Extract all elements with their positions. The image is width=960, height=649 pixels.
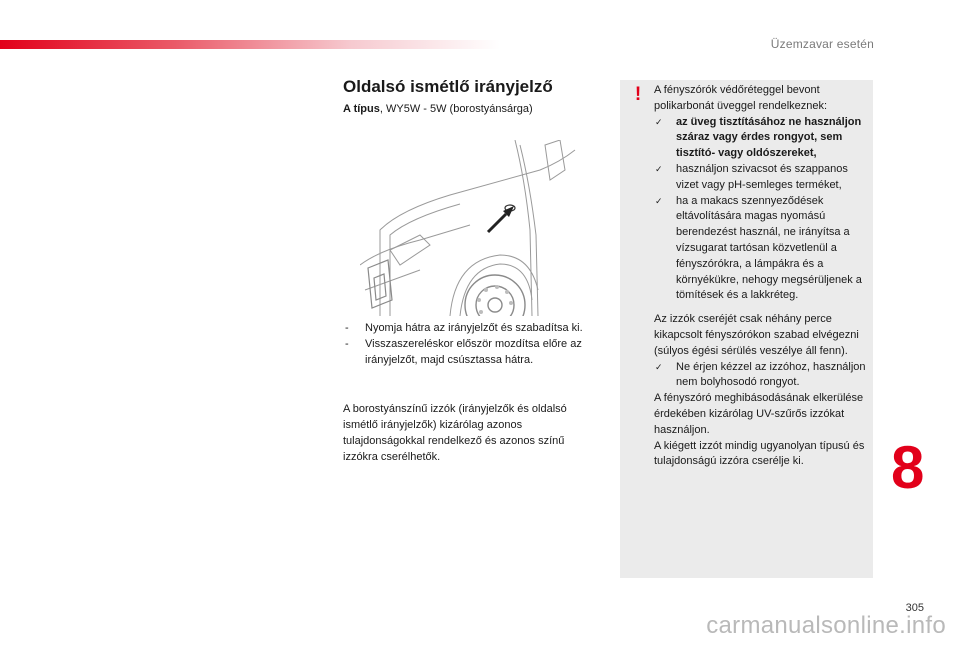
bulb-type-value: , WY5W - 5W (borostyánsárga) — [379, 103, 533, 115]
bulb-type-label: A típus — [343, 103, 380, 115]
warning-list — [654, 115, 869, 305]
step-bullet: - — [345, 338, 349, 350]
chapter-number: 8 — [891, 434, 925, 501]
bulb-type — [343, 103, 533, 115]
bullet-icon: ✓ — [655, 361, 663, 372]
warning-item-text: Ne érjen kézzel az izzóhoz, használjon nem bolyhosodó rongyot. — [676, 360, 866, 389]
exclamation-icon: ! — [634, 84, 642, 105]
watermark: carmanualsonline.info — [706, 612, 946, 639]
warning-item-text: az üveg tisztításához ne használjon száraz vagy érdes rongyot, sem tisztító- vagy oldószereket, — [676, 115, 862, 160]
warning-item-text: ha a makacs szennyeződések eltávolítására magas nyomású berendezést használ, ne irányítsa a vízsugarat tartósan közvetlenül a fényszórókra, a lámpákra és a környékükre, nehogy megsérüljenek a tömítések és a lakkréteg. — [676, 194, 862, 302]
spacer — [654, 304, 869, 312]
step-text: Nyomja hátra az irányjelzőt és szabadítsa ki. — [365, 322, 583, 334]
bullet-icon: ✓ — [655, 163, 663, 174]
warning-paragraph: A kiégett izzót mindig ugyanolyan típusú és tulajdonságú izzóra cserélje ki. — [654, 439, 865, 468]
chapter-title: Üzemzavar esetén — [770, 37, 874, 51]
warning-item — [654, 194, 869, 305]
step-item — [343, 336, 605, 368]
removal-steps — [343, 320, 605, 368]
warning-panel-text — [654, 83, 869, 470]
header-accent-bar — [0, 40, 500, 49]
warning-paragraph: A fényszóró meghibásodásának elkerülése érdekében kizárólag UV-szűrős izzókat használjon. — [654, 392, 864, 436]
warning-paragraph: Az izzók cseréjét csak néhány perce kikapcsolt fényszórókon szabad elvégezni (súlyos égési sérülés veszélye áll fenn). — [654, 313, 859, 357]
warning-intro: A fényszórók védőréteggel bevont polikarbonát üveggel rendelkeznek: — [654, 84, 828, 112]
bullet-icon: ✓ — [655, 116, 663, 127]
warning-item — [654, 360, 869, 392]
bulb-note: A borostyánszínű izzók (irányjelzők és oldalsó ismétlő irányjelzők) kizárólag azonos tulajdonságokkal rendelkező és azonos színű izzókra cserélhetők. — [343, 403, 567, 463]
page-number: 305 — [905, 602, 924, 614]
warning-item-text: használjon szivacsot és szappanos vizet vagy pH-semleges terméket, — [676, 162, 848, 191]
warning-list-2 — [654, 360, 869, 392]
car-fender-illustration — [360, 140, 600, 316]
section-title: Oldalsó ismétlő irányjelző — [343, 77, 553, 96]
warning-item — [654, 162, 869, 194]
step-bullet: - — [345, 322, 349, 334]
bullet-icon: ✓ — [655, 195, 663, 206]
step-item — [343, 320, 605, 336]
warning-item — [654, 115, 869, 162]
step-text: Visszaszereléskor először mozdítsa előre az irányjelzőt, majd csúsztassa hátra. — [365, 338, 582, 366]
